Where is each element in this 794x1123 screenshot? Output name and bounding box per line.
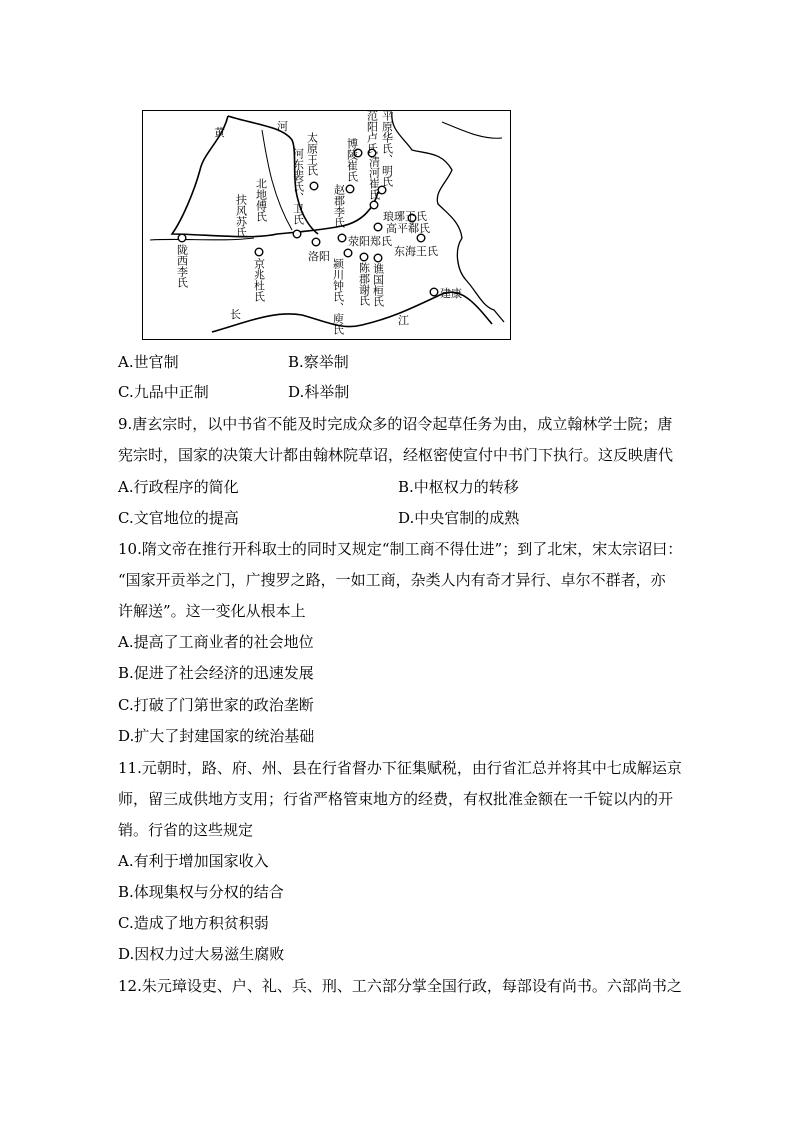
label-chang: 长 [230,308,241,321]
q9-option-d: D.中央官制的成熟 [398,509,520,527]
label-boling: 博陵崔氏 [345,138,359,182]
marker-qiaoguo [374,254,382,262]
marker-longxi [178,234,186,242]
label-zhao: 赵郡李氏 [332,184,346,228]
map-frame [143,111,511,340]
marker-jingzhao [255,248,263,256]
q9-option-a: A.行政程序的简化 [118,478,239,496]
clan-distribution-map [142,110,511,340]
q8-option-c: C.九品中正制 [118,383,209,401]
marker-qinghe [370,201,378,209]
label-chenjun: 陈郡谢氏 [357,262,371,306]
marker-taiyuan [310,182,318,190]
q11-stem-line-1: 11.元朝时，路、府、州、县在行省督办下征集赋税，由行省汇总并将其中七成解运京 [118,759,682,777]
label-luoyang: 洛阳 [308,250,330,263]
q11-option-a: A.有利于增加国家收入 [118,852,269,870]
q10-option-d: D.扩大了封建国家的统治基础 [118,727,315,745]
q8-option-a: A.世官制 [118,353,179,371]
q10-option-a: A.提高了工商业者的社会地位 [118,633,314,651]
q9-stem-line-1: 9.唐玄宗时，以中书省不能及时完成众多的诏令起草任务为由，成立翰林学士院；唐 [118,415,673,433]
label-pingyuan: 平原华氏、明氏 [380,110,394,187]
q10-stem-line-3: 许解送”。这一变化从根本上 [118,602,306,620]
label-jiang: 江 [398,314,409,327]
q11-stem-line-3: 销。行省的这些规定 [118,821,254,839]
label-gaoping: 高平郗氏 [386,222,430,235]
q8-option-d: D.科举制 [288,383,350,401]
label-hedong: 河东裴氏、卫氏 [291,148,305,225]
q9-stem-line-2: 宪宗时，国家的决策大计都由翰林院草诏，经枢密使宣付中书门下执行。这反映唐代 [118,446,674,464]
label-donghai: 东海王氏 [394,245,438,258]
label-jingzhao: 京兆杜氏 [252,258,266,302]
label-fufeng: 扶风苏氏 [234,194,248,238]
marker-yingchuan [344,249,352,257]
marker-xingyang [338,234,346,242]
label-jiankang: 建康 [440,287,462,300]
label-yingchuan: 颍川钟氏、庾氏 [331,258,345,335]
q9-option-c: C.文官地位的提高 [118,509,239,527]
marker-luoyang [312,238,320,246]
label-taiyuan: 太原王氏 [305,132,319,176]
q9-option-b: B.中枢权力的转移 [398,478,519,496]
label-huang: 黄 [214,126,225,139]
label-beidi: 北地傅氏 [254,178,268,222]
marker-jiankang [430,288,438,296]
q10-stem-line-1: 10.隋文帝在推行开科取士的同时又规定“制工商不得仕进”；到了北宋，宋太宗诏曰： [118,540,683,558]
q12-stem-line-1: 12.朱元璋设吏、户、礼、兵、刑、工六部分掌全国行政，每部设有尚书。六部尚书之 [118,977,682,995]
label-he: 河 [277,120,288,133]
q11-option-b: B.体现集权与分权的结合 [118,883,284,901]
label-qinghe: 清河崔氏 [367,156,381,200]
marker-donghai [417,234,425,242]
q10-option-c: C.打破了门第世家的政治垄断 [118,696,314,714]
marker-gaoping [374,223,382,231]
q11-option-c: C.造成了地方积贫积弱 [118,914,269,932]
label-fanyang: 范阳卢氏 [365,110,379,154]
label-qiaoguo: 谯国桓氏 [371,263,385,307]
label-longxi: 陇西李氏 [175,244,189,288]
q10-option-b: B.促进了社会经济的迅速发展 [118,664,314,682]
q10-stem-line-2: “国家开贡举之门，广搜罗之路，一如工商，杂类人内有奇才异行、卓尔不群者，亦 [118,571,666,589]
label-langya: 琅琊王氏 [383,210,427,223]
marker-hedong [293,230,301,238]
q11-stem-line-2: 师，留三成供地方支用；行省严格管束地方的经费，有权批准金额在一千锭以内的开 [118,790,674,808]
marker-zhao [346,185,354,193]
q8-option-b: B.察举制 [288,353,349,371]
marker-chenjun [360,253,368,261]
label-xingyang: 荥阳郑氏 [348,235,392,248]
q11-option-d: D.因权力过大易滋生腐败 [118,945,285,963]
